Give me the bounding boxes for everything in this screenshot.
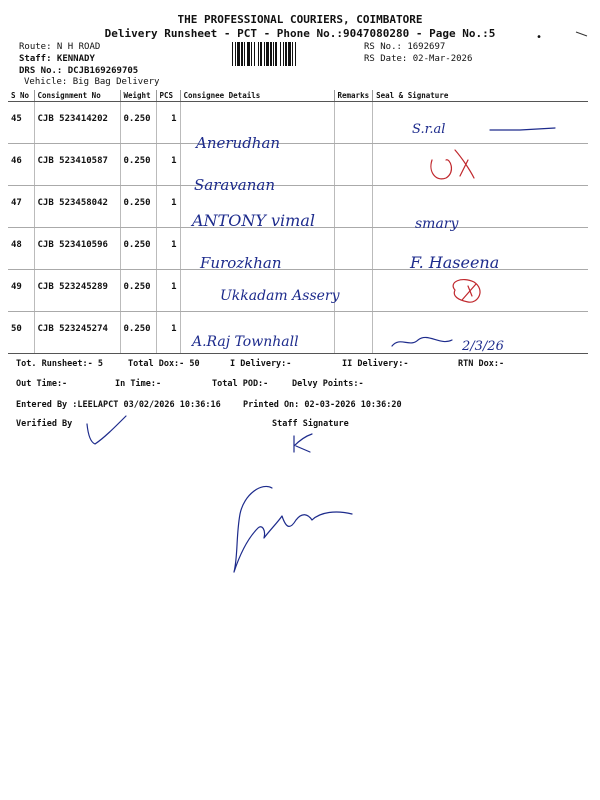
col-header-consignee: Consignee Details: [180, 90, 334, 102]
consignment-cell: CJB 523458042: [34, 186, 120, 228]
staff-label: Staff: KENNADY: [19, 54, 95, 64]
delvy-points: Delvy Points:-: [292, 379, 364, 389]
col-header-weight: Weight: [120, 90, 156, 102]
weight-cell: 0.250: [120, 144, 156, 186]
handwritten-signature: S.r.al: [412, 122, 446, 137]
total-dox: Total Dox:- 50: [128, 359, 200, 369]
red-stamp-signature: [453, 280, 480, 303]
entered-by: Entered By :LEELAPCT 03/02/2026 10:36:16: [16, 400, 221, 410]
handwritten-consignee: ANTONY vimal: [192, 211, 315, 230]
verified-by-label: Verified By: [16, 419, 73, 429]
sno-cell: 48: [8, 228, 34, 270]
total-pod: Total POD:-: [212, 379, 269, 389]
verified-signature: [87, 416, 126, 444]
weight-cell: 0.250: [120, 186, 156, 228]
handwritten-consignee: Furozkhan: [200, 254, 282, 272]
out-time: Out Time:-: [16, 379, 68, 389]
staff-signature-label: Staff Signature: [272, 419, 349, 429]
consignment-cell: CJB 523410596: [34, 228, 120, 270]
i-delivery: I Delivery:-: [230, 359, 292, 369]
weight-cell: 0.250: [120, 102, 156, 144]
weight-cell: 0.250: [120, 228, 156, 270]
consignment-cell: CJB 523245274: [34, 312, 120, 354]
large-handwritten-signature: [234, 486, 352, 572]
pcs-cell: 1: [156, 186, 180, 228]
vehicle-label: Vehicle: Big Bag Delivery: [24, 77, 160, 87]
drs-label: DRS No.: DCJB169269705: [19, 66, 139, 76]
handwritten-consignee: Saravanan: [194, 176, 276, 194]
corner-dot: •: [536, 32, 543, 43]
consignment-cell: CJB 523410587: [34, 144, 120, 186]
col-header-remarks: Remarks: [334, 90, 373, 102]
company-title: THE PROFESSIONAL COURIERS, COIMBATORE: [177, 13, 423, 26]
handwritten-signature: smary: [415, 216, 459, 232]
sno-cell: 47: [8, 186, 34, 228]
handwritten-consignee: A.Raj Townhall: [192, 334, 299, 350]
consignment-cell: CJB 523245289: [34, 270, 120, 312]
col-header-seal-signature: Seal & Signature: [373, 90, 588, 102]
weight-cell: 0.250: [120, 312, 156, 354]
in-time: In Time:-: [115, 379, 162, 389]
signature-stroke: [392, 337, 452, 346]
ii-delivery: II Delivery:-: [342, 359, 409, 369]
pcs-cell: 1: [156, 312, 180, 354]
pcs-cell: 1: [156, 270, 180, 312]
sno-cell: 49: [8, 270, 34, 312]
sno-cell: 50: [8, 312, 34, 354]
pcs-cell: 1: [156, 102, 180, 144]
col-header-consignment: Consignment No: [34, 90, 120, 102]
handwritten-signature: F. Haseena: [410, 253, 500, 272]
sno-cell: 46: [8, 144, 34, 186]
printed-on: Printed On: 02-03-2026 10:36:20: [243, 400, 402, 410]
handwritten-consignee: Anerudhan: [196, 134, 281, 152]
handwritten-signature: 2/3/26: [462, 339, 504, 354]
rtn-dox: RTN Dox:-: [458, 359, 505, 369]
runsheet-subtitle: Delivery Runsheet - PCT - Phone No.:9047080280 - Page No.:5: [104, 27, 496, 40]
rs-date: RS Date: 02-Mar-2026: [364, 54, 473, 64]
handwritten-consignee: Ukkadam Assery: [220, 288, 340, 304]
pcs-cell: 1: [156, 144, 180, 186]
col-header-sno: S No: [8, 90, 34, 102]
sno-cell: 45: [8, 102, 34, 144]
rs-number: RS No.: 1692697: [364, 42, 446, 52]
staff-signature-mark: [294, 434, 312, 452]
route-label: Route: N H ROAD: [19, 42, 101, 52]
consignment-cell: CJB 523414202: [34, 102, 120, 144]
col-header-pcs: PCS: [156, 90, 180, 102]
total-runsheet: Tot. Runsheet:- 5: [16, 359, 103, 369]
signature-stroke: [490, 128, 555, 130]
red-scribble-signature: [431, 150, 474, 179]
weight-cell: 0.250: [120, 270, 156, 312]
pcs-cell: 1: [156, 228, 180, 270]
